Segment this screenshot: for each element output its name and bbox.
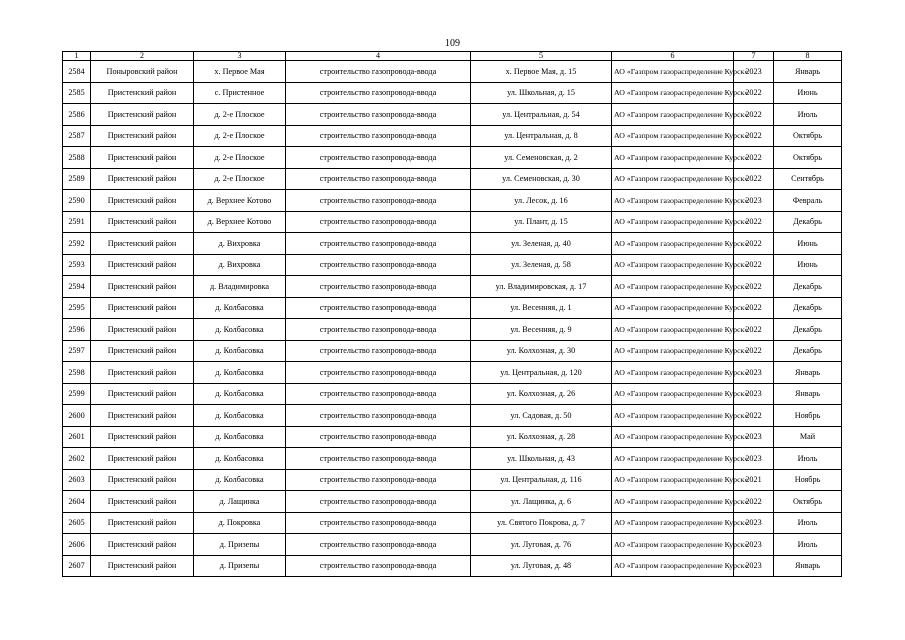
- organization-cell: АО «Газпром газораспределение Курск»: [612, 383, 734, 405]
- row-number-cell: 2602: [63, 448, 91, 470]
- settlement-cell: д. Колбасовка: [194, 448, 286, 470]
- table-row: [63, 448, 842, 470]
- year-cell: 2022: [734, 340, 774, 362]
- district-cell: Пристенский район: [91, 512, 194, 534]
- month-cell: Июль: [774, 104, 842, 126]
- address-cell: ул. Весенняя, д. 9: [471, 319, 612, 341]
- organization-cell: АО «Газпром газораспределение Курск»: [612, 254, 734, 276]
- settlement-cell: д. 2-е Плоское: [194, 125, 286, 147]
- address-cell: ул. Лащинка, д. 6: [471, 491, 612, 513]
- column-header: 3: [194, 52, 286, 61]
- row-number-cell: 2587: [63, 125, 91, 147]
- month-cell: Декабрь: [774, 211, 842, 233]
- address-cell: ул. Колхозная, д. 26: [471, 383, 612, 405]
- row-number-cell: 2590: [63, 190, 91, 212]
- row-number-cell: 2585: [63, 82, 91, 104]
- year-cell: 2023: [734, 362, 774, 384]
- work-type-cell: строительство газопровода-ввода: [286, 297, 471, 319]
- row-number-cell: 2598: [63, 362, 91, 384]
- month-cell: Декабрь: [774, 276, 842, 298]
- table-row: [63, 383, 842, 405]
- year-cell: 2022: [734, 82, 774, 104]
- work-type-cell: строительство газопровода-ввода: [286, 211, 471, 233]
- organization-cell: АО «Газпром газораспределение Курск»: [612, 448, 734, 470]
- year-cell: 2023: [734, 555, 774, 577]
- settlement-cell: д. Колбасовка: [194, 469, 286, 491]
- organization-cell: АО «Газпром газораспределение Курск»: [612, 82, 734, 104]
- organization-cell: АО «Газпром газораспределение Курск»: [612, 555, 734, 577]
- month-cell: Октябрь: [774, 147, 842, 169]
- month-cell: Сентябрь: [774, 168, 842, 190]
- address-cell: ул. Колхозная, д. 30: [471, 340, 612, 362]
- settlement-cell: д. 2-е Плоское: [194, 104, 286, 126]
- settlement-cell: д. Вихровка: [194, 233, 286, 255]
- district-cell: Пристенский район: [91, 125, 194, 147]
- district-cell: Пристенский район: [91, 534, 194, 556]
- organization-cell: АО «Газпром газораспределение Курск»: [612, 168, 734, 190]
- district-cell: Поныровский район: [91, 61, 194, 83]
- organization-cell: АО «Газпром газораспределение Курск»: [612, 233, 734, 255]
- district-cell: Пристенский район: [91, 254, 194, 276]
- organization-cell: АО «Газпром газораспределение Курск»: [612, 104, 734, 126]
- year-cell: 2022: [734, 405, 774, 427]
- year-cell: 2022: [734, 233, 774, 255]
- row-number-cell: 2592: [63, 233, 91, 255]
- work-type-cell: строительство газопровода-ввода: [286, 319, 471, 341]
- address-cell: ул. Владимировская, д. 17: [471, 276, 612, 298]
- table-row: [63, 147, 842, 169]
- table-row: [63, 340, 842, 362]
- settlement-cell: д. Колбасовка: [194, 426, 286, 448]
- settlement-cell: д. Колбасовка: [194, 319, 286, 341]
- table-body: [63, 61, 842, 577]
- table-row: [63, 297, 842, 319]
- table-row: [63, 534, 842, 556]
- table-row: [63, 469, 842, 491]
- settlement-cell: х. Первое Мая: [194, 61, 286, 83]
- work-type-cell: строительство газопровода-ввода: [286, 82, 471, 104]
- month-cell: Ноябрь: [774, 469, 842, 491]
- year-cell: 2021: [734, 469, 774, 491]
- month-cell: Июль: [774, 448, 842, 470]
- work-type-cell: строительство газопровода-ввода: [286, 276, 471, 298]
- table-row: [63, 426, 842, 448]
- district-cell: Пристенский район: [91, 104, 194, 126]
- month-cell: Октябрь: [774, 125, 842, 147]
- organization-cell: АО «Газпром газораспределение Курск»: [612, 362, 734, 384]
- organization-cell: АО «Газпром газораспределение Курск»: [612, 426, 734, 448]
- settlement-cell: с. Пристенное: [194, 82, 286, 104]
- month-cell: Февраль: [774, 190, 842, 212]
- header-row: [63, 52, 842, 61]
- year-cell: 2022: [734, 147, 774, 169]
- table-row: [63, 319, 842, 341]
- work-type-cell: строительство газопровода-ввода: [286, 190, 471, 212]
- row-number-cell: 2601: [63, 426, 91, 448]
- month-cell: Июнь: [774, 82, 842, 104]
- address-cell: ул. Садовая, д. 50: [471, 405, 612, 427]
- work-type-cell: строительство газопровода-ввода: [286, 405, 471, 427]
- settlement-cell: д. Колбасовка: [194, 362, 286, 384]
- year-cell: 2022: [734, 125, 774, 147]
- address-cell: х. Первое Мая, д. 15: [471, 61, 612, 83]
- row-number-cell: 2593: [63, 254, 91, 276]
- table-row: [63, 276, 842, 298]
- month-cell: Январь: [774, 555, 842, 577]
- district-cell: Пристенский район: [91, 168, 194, 190]
- district-cell: Пристенский район: [91, 297, 194, 319]
- row-number-cell: 2600: [63, 405, 91, 427]
- year-cell: 2023: [734, 448, 774, 470]
- row-number-cell: 2595: [63, 297, 91, 319]
- district-cell: Пристенский район: [91, 190, 194, 212]
- row-number-cell: 2584: [63, 61, 91, 83]
- work-type-cell: строительство газопровода-ввода: [286, 254, 471, 276]
- district-cell: Пристенский район: [91, 426, 194, 448]
- row-number-cell: 2604: [63, 491, 91, 513]
- work-type-cell: строительство газопровода-ввода: [286, 426, 471, 448]
- table-row: [63, 211, 842, 233]
- row-number-cell: 2594: [63, 276, 91, 298]
- settlement-cell: д. Колбасовка: [194, 383, 286, 405]
- address-cell: ул. Центральная, д. 54: [471, 104, 612, 126]
- year-cell: 2022: [734, 276, 774, 298]
- organization-cell: АО «Газпром газораспределение Курск»: [612, 469, 734, 491]
- month-cell: Июль: [774, 534, 842, 556]
- year-cell: 2023: [734, 190, 774, 212]
- work-type-cell: строительство газопровода-ввода: [286, 512, 471, 534]
- year-cell: 2022: [734, 297, 774, 319]
- address-cell: ул. Центральная, д. 116: [471, 469, 612, 491]
- organization-cell: АО «Газпром газораспределение Курск»: [612, 211, 734, 233]
- column-header: 4: [286, 52, 471, 61]
- year-cell: 2023: [734, 61, 774, 83]
- table-row: [63, 61, 842, 83]
- row-number-cell: 2591: [63, 211, 91, 233]
- month-cell: Январь: [774, 362, 842, 384]
- settlement-cell: д. Лащинка: [194, 491, 286, 513]
- work-type-cell: строительство газопровода-ввода: [286, 491, 471, 513]
- work-type-cell: строительство газопровода-ввода: [286, 555, 471, 577]
- address-cell: ул. Зеленая, д. 58: [471, 254, 612, 276]
- table-row: [63, 491, 842, 513]
- month-cell: Январь: [774, 61, 842, 83]
- district-cell: Пристенский район: [91, 211, 194, 233]
- column-header: 8: [774, 52, 842, 61]
- settlement-cell: д. Владимировка: [194, 276, 286, 298]
- address-cell: ул. Весенняя, д. 1: [471, 297, 612, 319]
- organization-cell: АО «Газпром газораспределение Курск»: [612, 147, 734, 169]
- settlement-cell: д. Верхнее Котово: [194, 190, 286, 212]
- address-cell: ул. Лесок, д. 16: [471, 190, 612, 212]
- year-cell: 2022: [734, 211, 774, 233]
- organization-cell: АО «Газпром газораспределение Курск»: [612, 125, 734, 147]
- settlement-cell: д. Призепы: [194, 534, 286, 556]
- column-header: 2: [91, 52, 194, 61]
- year-cell: 2022: [734, 104, 774, 126]
- month-cell: Октябрь: [774, 491, 842, 513]
- table-row: [63, 512, 842, 534]
- table-row: [63, 405, 842, 427]
- column-header: 1: [63, 52, 91, 61]
- work-type-cell: строительство газопровода-ввода: [286, 534, 471, 556]
- settlement-cell: д. Колбасовка: [194, 297, 286, 319]
- district-cell: Пристенский район: [91, 448, 194, 470]
- column-header: 6: [612, 52, 734, 61]
- organization-cell: АО «Газпром газораспределение Курск»: [612, 491, 734, 513]
- table-row: [63, 362, 842, 384]
- year-cell: 2023: [734, 383, 774, 405]
- row-number-cell: 2589: [63, 168, 91, 190]
- month-cell: Май: [774, 426, 842, 448]
- settlement-cell: д. Вихровка: [194, 254, 286, 276]
- settlement-cell: д. Колбасовка: [194, 340, 286, 362]
- work-type-cell: строительство газопровода-ввода: [286, 104, 471, 126]
- row-number-cell: 2603: [63, 469, 91, 491]
- row-number-cell: 2586: [63, 104, 91, 126]
- address-cell: ул. Семеновская, д. 2: [471, 147, 612, 169]
- organization-cell: АО «Газпром газораспределение Курск»: [612, 340, 734, 362]
- district-cell: Пристенский район: [91, 383, 194, 405]
- work-type-cell: строительство газопровода-ввода: [286, 383, 471, 405]
- table-row: [63, 555, 842, 577]
- district-cell: Пристенский район: [91, 276, 194, 298]
- district-cell: Пристенский район: [91, 147, 194, 169]
- settlement-cell: д. Покровка: [194, 512, 286, 534]
- address-cell: ул. Школьная, д. 15: [471, 82, 612, 104]
- month-cell: Июль: [774, 512, 842, 534]
- address-cell: ул. Центральная, д. 120: [471, 362, 612, 384]
- month-cell: Декабрь: [774, 319, 842, 341]
- organization-cell: АО «Газпром газораспределение Курск»: [612, 61, 734, 83]
- year-cell: 2022: [734, 319, 774, 341]
- registry-table: [62, 51, 842, 577]
- organization-cell: АО «Газпром газораспределение Курск»: [612, 276, 734, 298]
- year-cell: 2022: [734, 168, 774, 190]
- year-cell: 2022: [734, 254, 774, 276]
- table-row: [63, 254, 842, 276]
- settlement-cell: д. 2-е Плоское: [194, 168, 286, 190]
- month-cell: Январь: [774, 383, 842, 405]
- month-cell: Ноябрь: [774, 405, 842, 427]
- district-cell: Пристенский район: [91, 405, 194, 427]
- page-number: 109: [445, 38, 460, 49]
- row-number-cell: 2597: [63, 340, 91, 362]
- row-number-cell: 2606: [63, 534, 91, 556]
- organization-cell: АО «Газпром газораспределение Курск»: [612, 319, 734, 341]
- district-cell: Пристенский район: [91, 362, 194, 384]
- row-number-cell: 2599: [63, 383, 91, 405]
- table-row: [63, 168, 842, 190]
- organization-cell: АО «Газпром газораспределение Курск»: [612, 297, 734, 319]
- address-cell: ул. Школьная, д. 43: [471, 448, 612, 470]
- table-row: [63, 104, 842, 126]
- district-cell: Пристенский район: [91, 469, 194, 491]
- district-cell: Пристенский район: [91, 491, 194, 513]
- settlement-cell: д. 2-е Плоское: [194, 147, 286, 169]
- month-cell: Июнь: [774, 233, 842, 255]
- work-type-cell: строительство газопровода-ввода: [286, 168, 471, 190]
- settlement-cell: д. Колбасовка: [194, 405, 286, 427]
- district-cell: Пристенский район: [91, 319, 194, 341]
- month-cell: Декабрь: [774, 297, 842, 319]
- row-number-cell: 2607: [63, 555, 91, 577]
- organization-cell: АО «Газпром газораспределение Курск»: [612, 512, 734, 534]
- district-cell: Пристенский район: [91, 555, 194, 577]
- table-row: [63, 125, 842, 147]
- address-cell: ул. Семеновская, д. 30: [471, 168, 612, 190]
- work-type-cell: строительство газопровода-ввода: [286, 147, 471, 169]
- table-row: [63, 190, 842, 212]
- work-type-cell: строительство газопровода-ввода: [286, 362, 471, 384]
- column-header: 7: [734, 52, 774, 61]
- row-number-cell: 2588: [63, 147, 91, 169]
- year-cell: 2023: [734, 512, 774, 534]
- month-cell: Июнь: [774, 254, 842, 276]
- year-cell: 2023: [734, 534, 774, 556]
- organization-cell: АО «Газпром газораспределение Курск»: [612, 405, 734, 427]
- district-cell: Пристенский район: [91, 82, 194, 104]
- address-cell: ул. Колхозная, д. 28: [471, 426, 612, 448]
- settlement-cell: д. Призепы: [194, 555, 286, 577]
- address-cell: ул. Центральная, д. 8: [471, 125, 612, 147]
- table-row: [63, 82, 842, 104]
- year-cell: 2023: [734, 426, 774, 448]
- organization-cell: АО «Газпром газораспределение Курск»: [612, 534, 734, 556]
- row-number-cell: 2605: [63, 512, 91, 534]
- settlement-cell: д. Верхнее Котово: [194, 211, 286, 233]
- year-cell: 2022: [734, 491, 774, 513]
- address-cell: ул. Плант, д. 15: [471, 211, 612, 233]
- address-cell: ул. Луговая, д. 48: [471, 555, 612, 577]
- table-header: [63, 52, 842, 61]
- work-type-cell: строительство газопровода-ввода: [286, 125, 471, 147]
- work-type-cell: строительство газопровода-ввода: [286, 448, 471, 470]
- table-row: [63, 233, 842, 255]
- district-cell: Пристенский район: [91, 340, 194, 362]
- row-number-cell: 2596: [63, 319, 91, 341]
- address-cell: ул. Зеленая, д. 40: [471, 233, 612, 255]
- address-cell: ул. Луговая, д. 76: [471, 534, 612, 556]
- organization-cell: АО «Газпром газораспределение Курск»: [612, 190, 734, 212]
- month-cell: Декабрь: [774, 340, 842, 362]
- work-type-cell: строительство газопровода-ввода: [286, 340, 471, 362]
- work-type-cell: строительство газопровода-ввода: [286, 233, 471, 255]
- column-header: 5: [471, 52, 612, 61]
- work-type-cell: строительство газопровода-ввода: [286, 469, 471, 491]
- address-cell: ул. Святого Покрова, д. 7: [471, 512, 612, 534]
- district-cell: Пристенский район: [91, 233, 194, 255]
- work-type-cell: строительство газопровода-ввода: [286, 61, 471, 83]
